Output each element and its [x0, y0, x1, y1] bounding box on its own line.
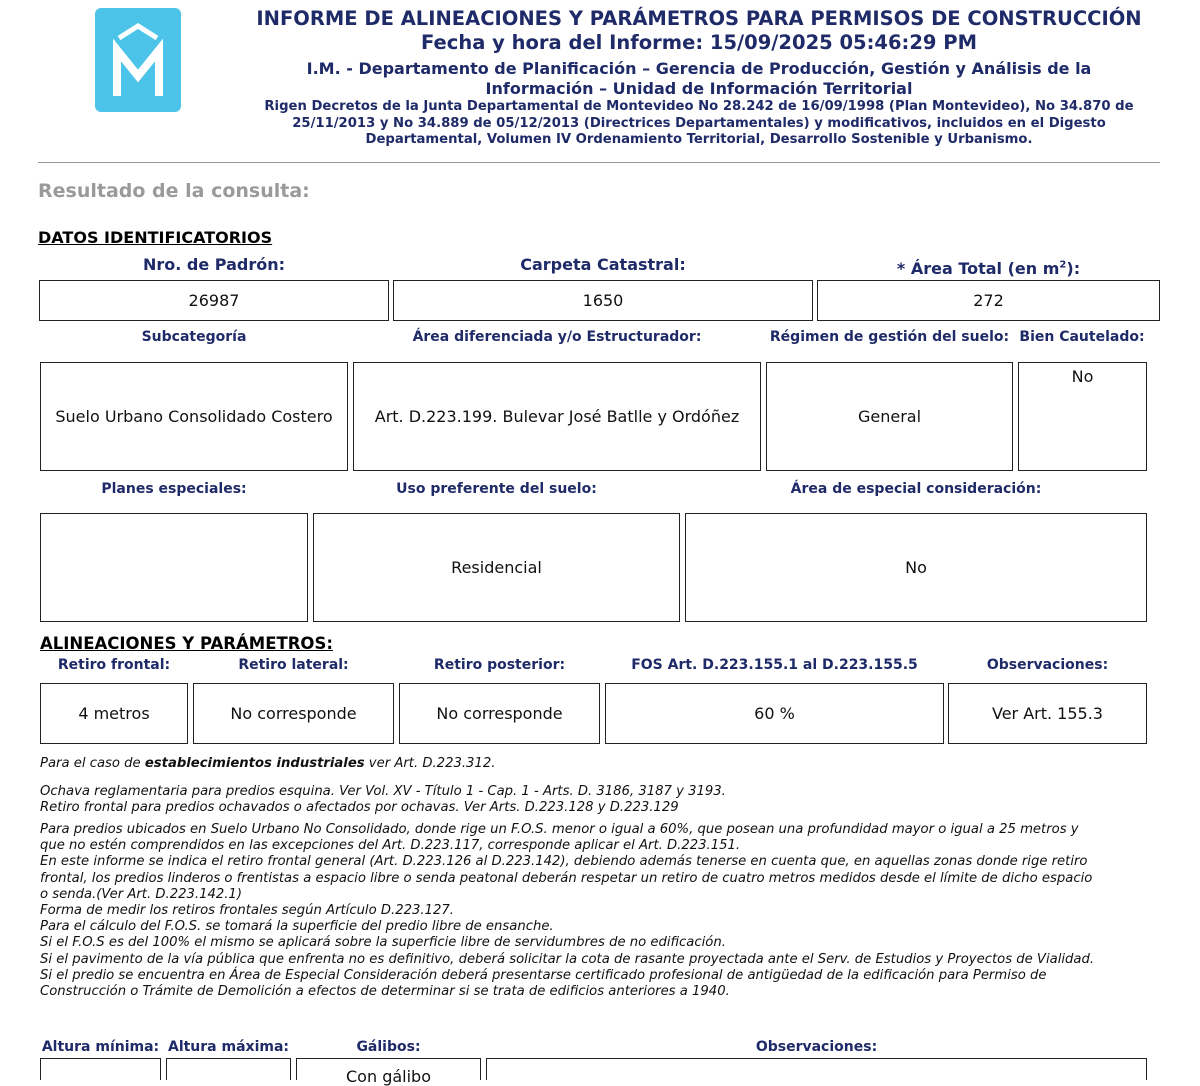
- department-info: I.M. - Departamento de Planificación – Gerencia de Producción, Gestión y Análisis de la Información – Unidad de Información Territorial: [306, 59, 1092, 98]
- note-line: frontal, los predios linderos o frentistas a espacio libre o senda peatonal deberán respetar un retiro de cuatro metros medidos desde el límite de dicho espacio: [40, 870, 1093, 886]
- result-heading: Resultado de la consulta:: [38, 180, 310, 202]
- note-line: Retiro frontal para predios ochavados o afectados por ochavas. Ver Arts. D.223.128 y D.223.129: [40, 800, 679, 816]
- observaciones-value: Ver Art. 155.3: [948, 683, 1147, 744]
- area-diferenciada-value: Art. D.223.199. Bulevar José Batlle y Ordóñez: [353, 362, 761, 471]
- note-line: Si el F.O.S es del 100% el mismo se aplicará sobre la superficie libre de servidumbres de no edificación.: [40, 935, 726, 951]
- planes-label: Planes especiales:: [101, 481, 247, 497]
- galibos-value: Con gálibo: [296, 1058, 481, 1080]
- fos-value: 60 %: [605, 683, 944, 744]
- heights-observaciones-value: [486, 1058, 1147, 1080]
- padron-label: Nro. de Padrón:: [142, 255, 285, 274]
- alignments-heading: ALINEACIONES Y PARÁMETROS:: [40, 634, 333, 653]
- retiro-posterior-value: No corresponde: [399, 683, 600, 744]
- area-total-label: * Área Total (en $m^2$):: [896, 259, 1081, 278]
- padron-value: 26987: [39, 280, 389, 321]
- observaciones-label: Observaciones:: [986, 657, 1109, 673]
- carpeta-label: Carpeta Catastral:: [520, 255, 686, 274]
- regimen-label: Régimen de gestión del suelo:: [769, 329, 1010, 345]
- industrial-note: Para el caso de establecimientos industriales ver Art. D.223.312.: [40, 756, 496, 771]
- decree-info: Rigen Decretos de la Junta Departamental de Montevideo No 28.242 de 16/09/1998 (Plan Montevideo), No 34.870 de 25/11/2013 y No 34.889 de 05/12/2013 (Directrices Departamentales) y modificativos, incluidos en el Digesto Departamental, Volumen IV Ordenamiento Territorial, Desarrollo Sostenible y Urbanismo.: [264, 99, 1134, 147]
- subcategoria-value: Suelo Urbano Consolidado Costero: [40, 362, 348, 471]
- heights-observaciones-label: Observaciones:: [755, 1039, 878, 1055]
- montevideo-m-logo-icon: [95, 8, 181, 112]
- retiro-frontal-label: Retiro frontal:: [57, 657, 171, 673]
- report-date: Fecha y hora del Informe: 15/09/2025 05:46:29 PM: [421, 31, 977, 54]
- report-title: INFORME DE ALINEACIONES Y PARÁMETROS PARA PERMISOS DE CONSTRUCCIÓN: [256, 7, 1142, 30]
- note-line: Construcción o Trámite de Demolición a efectos de determinar si se trata de edificios anteriores a 1940.: [40, 984, 730, 1000]
- altura-maxima-value: [166, 1058, 291, 1080]
- area-diferenciada-label: Área diferenciada y/o Estructurador:: [412, 329, 702, 345]
- planes-value: [40, 513, 308, 622]
- especial-label: Área de especial consideración:: [790, 481, 1042, 497]
- note-line: Forma de medir los retiros frontales según Artículo D.223.127.: [40, 903, 454, 919]
- altura-minima-value: [40, 1058, 161, 1080]
- header-divider: [38, 162, 1160, 163]
- general-notes: [40, 822, 1160, 1000]
- note-line: Para el cálculo del F.O.S. se tomará la superficie del predio libre de ensanche.: [40, 919, 554, 935]
- note-line: Si el predio se encuentra en Área de Especial Consideración deberá presentarse certificado profesional de antigüedad de la edificación para Permiso de: [40, 967, 1047, 983]
- note-line: o senda.(Ver Art. D.223.142.1): [40, 886, 242, 902]
- note-line: En este informe se indica el retiro frontal general (Art. D.223.126 al D.223.142), debiendo además tenerse en cuenta que, en aquellas zonas donde rige retiro: [40, 854, 1088, 870]
- note-line: que no estén comprendidos en las excepciones del Art. D.223.117, corresponde aplicar el Art. D.223.151.: [40, 838, 741, 854]
- uso-value: Residencial: [313, 513, 680, 622]
- retiro-lateral-label: Retiro lateral:: [238, 657, 349, 673]
- especial-value: No: [685, 513, 1147, 622]
- retiro-posterior-label: Retiro posterior:: [433, 657, 566, 673]
- note-line: Si el pavimento de la vía pública que enfrenta no es definitivo, deberá solicitar la cota de rasante proyectada ante el Serv. de Estudios y Proyectos de Vialidad.: [40, 951, 1095, 967]
- area-total-value: 272: [817, 280, 1160, 321]
- note-line: Ochava reglamentaria para predios esquina. Ver Vol. XV - Título 1 - Cap. 1 - Arts. D. 3186, 3187 y 3193.: [40, 784, 726, 799]
- subcategoria-label: Subcategoría: [141, 329, 247, 345]
- altura-maxima-label: Altura máxima:: [167, 1039, 290, 1055]
- bien-cautelado-label: Bien Cautelado:: [1019, 329, 1145, 345]
- carpeta-value: 1650: [393, 280, 813, 321]
- galibos-label: Gálibos:: [356, 1039, 421, 1055]
- regimen-value: General: [766, 362, 1013, 471]
- bien-cautelado-value: No: [1018, 362, 1147, 471]
- retiro-frontal-value: 4 metros: [40, 683, 188, 744]
- ochava-notes: [40, 784, 1160, 816]
- fos-label: FOS Art. D.223.155.1 al D.223.155.5: [631, 657, 918, 673]
- uso-label: Uso preferente del suelo:: [396, 481, 597, 497]
- retiro-lateral-value: No corresponde: [193, 683, 394, 744]
- identification-heading: DATOS IDENTIFICATORIOS: [38, 228, 273, 247]
- note-line: Para predios ubicados en Suelo Urbano No Consolidado, donde rige un F.O.S. menor o igual a 60%, que posean una profundidad mayor o igual a 25 metros y: [40, 822, 1079, 837]
- altura-minima-label: Altura mínima:: [41, 1039, 160, 1055]
